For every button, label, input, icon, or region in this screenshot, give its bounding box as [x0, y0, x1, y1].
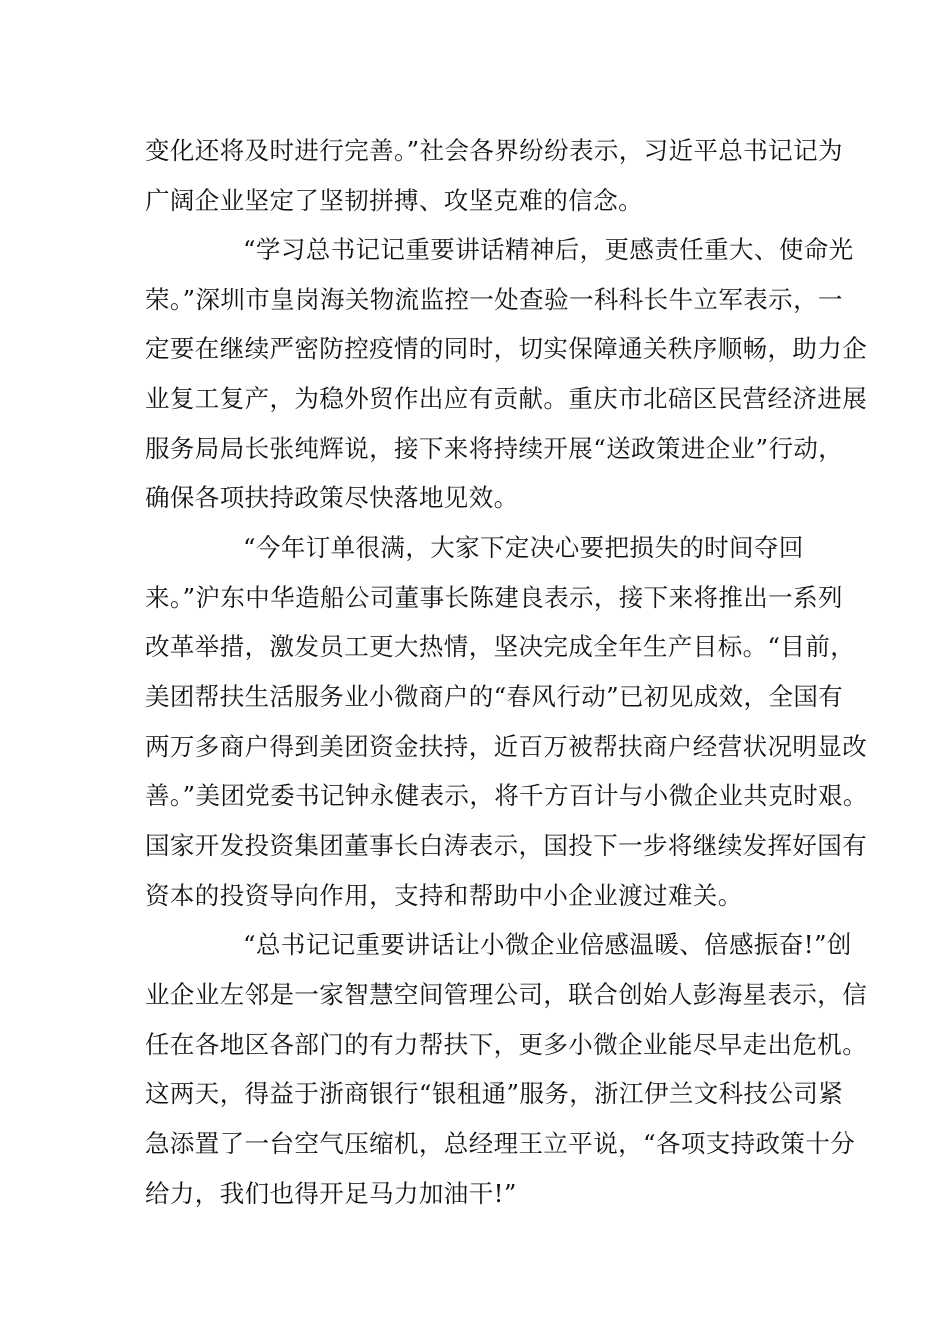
text-line: 改革举措，激发员工更大热情，坚决完成全年生产目标。“目前， [145, 632, 856, 661]
paragraph-first-line: “今年订单很满，大家下定决心要把损失的时间夺回 [243, 533, 804, 562]
text-line: 服务局局长张纯辉说，接下来将持续开展“送政策进企业”行动， [145, 434, 844, 463]
text-line: 变化还将及时进行完善。”社会各界纷纷表示，习近平总书记记为 [145, 136, 843, 165]
text-line: 急添置了一台空气压缩机，总经理王立平说，“各项支持政策十分 [145, 1129, 856, 1158]
text-line: 善。”美团党委书记钟永健表示，将千方百计与小微企业共克时艰。 [145, 781, 868, 810]
paragraph-first-line: “学习总书记记重要讲话精神后，更感责任重大、使命光 [243, 235, 854, 264]
text-line: 广阔企业坚定了坚韧拼搏、攻坚克难的信念。 [145, 186, 643, 215]
text-line: 荣。”深圳市皇岗海关物流监控一处查验一科科长牛立军表示，一 [145, 285, 843, 314]
text-line: 美团帮扶生活服务业小微商户的“春风行动”已初见成效，全国有 [145, 682, 844, 711]
text-line: 来。”沪东中华造船公司董事长陈建良表示，接下来将推出一系列 [145, 583, 843, 612]
text-line: 定要在继续严密防控疫情的同时，切实保障通关秩序顺畅，助力企 [145, 334, 868, 363]
text-line: 确保各项扶持政策尽快落地见效。 [145, 483, 519, 512]
text-line: 资本的投资导向作用，支持和帮助中小企业渡过难关。 [145, 881, 743, 910]
text-line: 给力，我们也得开足马力加油干!” [145, 1179, 517, 1208]
text-line: 国家开发投资集团董事长白涛表示，国投下一步将继续发挥好国有 [145, 831, 868, 860]
text-line: 业复工复产，为稳外贸作出应有贡献。重庆市北碚区民营经济进展 [145, 384, 868, 413]
text-line: 这两天，得益于浙商银行“银租通”服务，浙江伊兰文科技公司紧 [145, 1079, 844, 1108]
text-line: 任在各地区各部门的有力帮扶下，更多小微企业能尽早走出危机。 [145, 1030, 868, 1059]
paragraph-first-line: “总书记记重要讲话让小微企业倍感温暖、倍感振奋!”创 [243, 930, 852, 959]
text-line: 两万多商户得到美团资金扶持，近百万被帮扶商户经营状况明显改 [145, 732, 868, 761]
text-line: 业企业左邻是一家智慧空间管理公司，联合创始人彭海星表示，信 [145, 980, 868, 1009]
